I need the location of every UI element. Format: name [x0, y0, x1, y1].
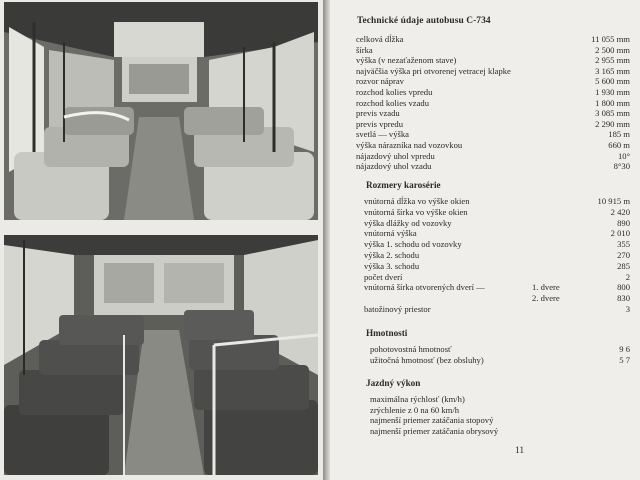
specs-row [356, 98, 640, 108]
body-row [364, 239, 640, 249]
specs-row [356, 161, 640, 171]
spec-label: výška 2. schodu [364, 250, 420, 260]
spec-label: rozchod kolies vzadu [356, 97, 430, 108]
spec-value: 2 010 [610, 228, 630, 239]
spec-value: 355 [617, 239, 630, 250]
spec-label: vnútorná dĺžka vo výške okien [364, 196, 470, 206]
spec-label: nájazdový uhol vpredu [356, 150, 435, 161]
specs-row [356, 34, 640, 44]
spec-value: 890 [617, 217, 630, 228]
body-row [364, 272, 640, 282]
spec-label: najväčšia výška pri otvorenej vetracej klapke [356, 65, 511, 76]
spec-value: 2 [625, 271, 630, 282]
spec-label: rozvor náprav [356, 76, 404, 87]
right-page [330, 0, 640, 480]
body-heading: Rozmery karosérie [366, 180, 441, 190]
mass-heading: Hmotnosti [366, 328, 408, 338]
spec-label: pohotovostná hmotnosť [370, 344, 452, 354]
perf-row [370, 426, 640, 436]
spec-label: svetlá — výška [356, 129, 409, 140]
spec-label: výška dlážky od vozovky [364, 217, 452, 228]
page-number: 11 [515, 446, 525, 456]
spec-value: 660 m [608, 140, 630, 150]
spec-label: výška nárazníka nad vozovkou [356, 140, 463, 150]
spec-label: vnútorná výška [364, 228, 417, 239]
spec-value: 2 955 mm [595, 55, 630, 66]
spec-sublabel: 2. dvere [532, 293, 560, 304]
spec-label: nájazdový uhol vzadu [356, 161, 432, 172]
perf-heading: Jazdný výkon [366, 378, 421, 388]
body-row [364, 196, 640, 206]
spec-label: počet dverí [364, 271, 403, 282]
spec-label: šírka [356, 44, 373, 55]
specs-row [356, 66, 640, 76]
spec-label: zrýchlenie z 0 na 60 km/h [370, 404, 460, 415]
spec-value: 11 055 mm [591, 34, 630, 44]
spec-value: 5 600 mm [595, 76, 630, 87]
spec-label: vnútorná šírka vo výške okien [364, 206, 468, 217]
spec-value: 2 290 mm [595, 118, 630, 129]
spec-label: maximálna rýchlosť (km/h) [370, 394, 465, 404]
spec-title: Technické údaje autobusu C-734 [357, 16, 491, 26]
spec-label: výška 1. schodu od vozovky [364, 239, 462, 250]
specs-row [356, 140, 640, 150]
spec-value: 2 420 [610, 206, 630, 217]
spec-value: 10° [617, 150, 630, 161]
spec-value: 8°30 [613, 161, 630, 172]
spec-label: výška 3. schodu [364, 260, 420, 271]
spec-value: 3 165 mm [595, 65, 630, 76]
bus-interior-photo-rear [4, 235, 318, 475]
mass-row [370, 344, 640, 354]
spec-sublabel: 1. dvere [532, 282, 560, 293]
spec-label: batožinový priestor [364, 304, 431, 314]
bus-interior-photo-front [4, 2, 318, 220]
body-row [364, 293, 640, 303]
spec-value: 1 800 mm [595, 97, 630, 108]
body-row [364, 207, 640, 217]
spec-value: 5 7 [619, 354, 630, 365]
specs-row [356, 151, 640, 161]
spec-value: 830 [617, 293, 630, 304]
spec-value: 285 [617, 260, 630, 271]
perf-row [370, 405, 640, 415]
body-row [364, 218, 640, 228]
specs-row [356, 108, 640, 118]
specs-row [356, 129, 640, 139]
spec-label: celková dĺžka [356, 34, 404, 44]
specs-row [356, 119, 640, 129]
spec-label: výška (v nezaťaženom stave) [356, 55, 457, 66]
spec-label: vnútorná šírka otvorených dverí — [364, 282, 485, 293]
spec-label: najmenší priemer zatáčania stopový [370, 415, 494, 426]
spec-value: 1 930 mm [595, 87, 630, 97]
specs-row [356, 87, 640, 97]
spec-value: 270 [617, 250, 630, 260]
spec-label: previs vpredu [356, 118, 404, 129]
spec-value: 10 915 m [597, 196, 630, 206]
spec-label: rozchod kolies vpredu [356, 87, 433, 97]
spec-value: 2 500 mm [595, 44, 630, 55]
mass-row [370, 355, 640, 365]
perf-row [370, 394, 640, 404]
body-row [364, 228, 640, 238]
spec-value: 3 [625, 304, 630, 314]
spec-value: 800 [617, 282, 630, 293]
specs-row [356, 45, 640, 55]
perf-row [370, 415, 640, 425]
body-row [364, 261, 640, 271]
spec-value: 9 6 [619, 344, 630, 354]
spec-label: najmenší priemer zatáčania obrysový [370, 425, 499, 436]
spec-label: previs vzadu [356, 108, 400, 119]
body-row [364, 250, 640, 260]
spec-label: užitočná hmotnosť (bez obsluhy) [370, 354, 484, 365]
spec-value: 185 m [608, 129, 630, 140]
spec-value: 3 085 mm [595, 108, 630, 119]
body-row [364, 304, 640, 314]
specs-row [356, 76, 640, 86]
specs-row [356, 55, 640, 65]
body-row [364, 282, 640, 292]
